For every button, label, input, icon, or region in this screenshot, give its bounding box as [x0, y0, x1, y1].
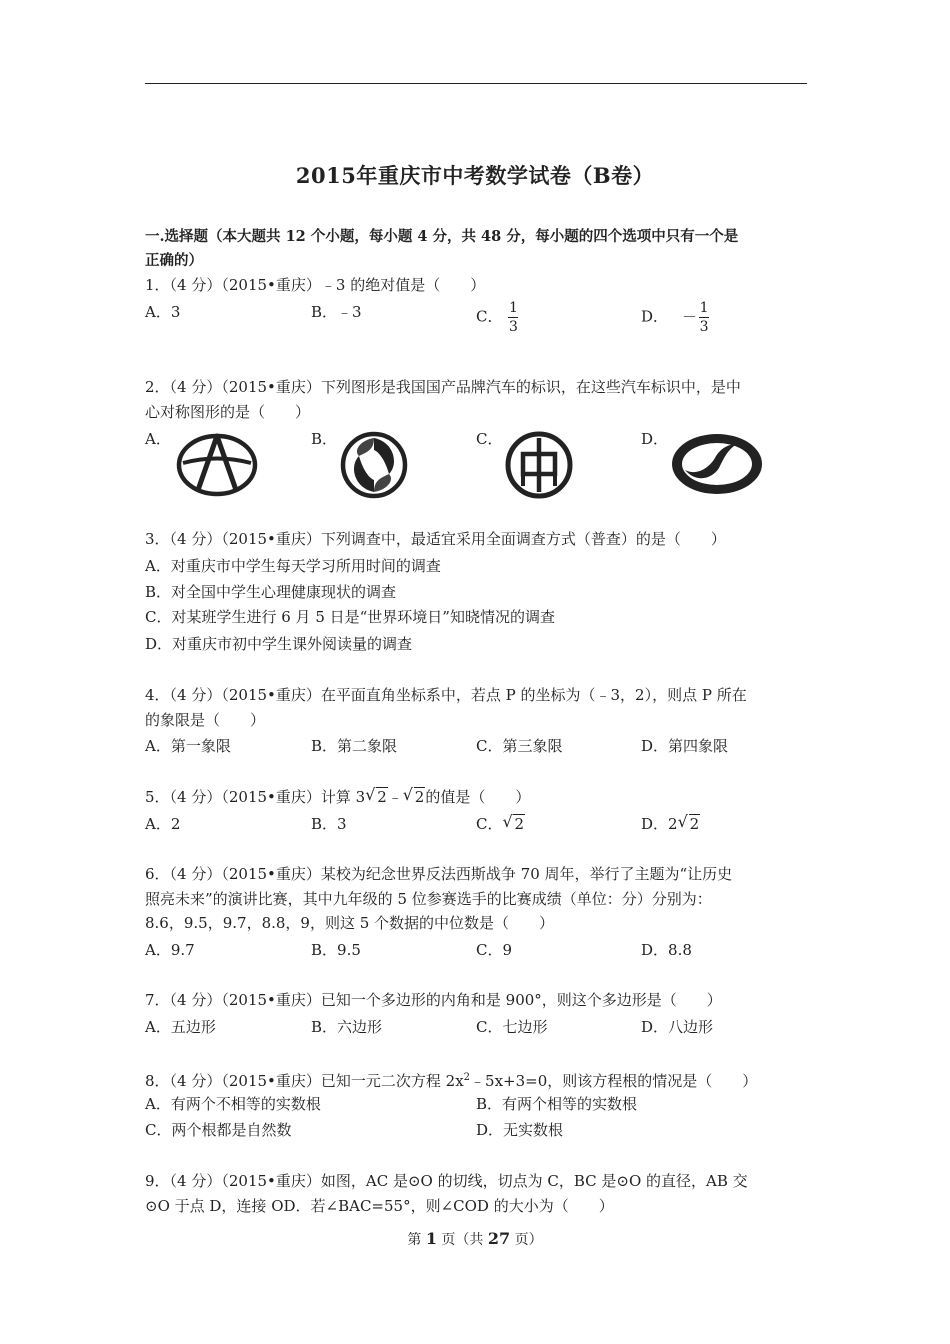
q2-option-c: C． — [476, 430, 503, 448]
q5-option-d-label: D．2 — [641, 815, 678, 833]
q4-option-a: A．第一象限 — [145, 737, 231, 755]
q8-stem-prefix: 8．（4 分）（2015•重庆）已知一元二次方程 2x — [145, 1072, 464, 1090]
q4-option-c: C．第三象限 — [476, 737, 563, 755]
footer-suffix: 页） — [510, 1232, 543, 1248]
page-title: 2015年重庆市中考数学试卷（B卷） — [295, 163, 655, 188]
q1-option-d-label: D． — [641, 307, 669, 326]
car-logo-c-icon — [503, 430, 575, 500]
q9-stem-line2: ⊙O 于点 D，连接 OD．若∠BAC=55°，则∠COD 的大小为（ ） — [145, 1197, 614, 1215]
q5-minus: ﹣ — [387, 788, 403, 806]
q1-stem: 1．（4 分）（2015•重庆）﹣3 的绝对值是（ ） — [145, 276, 486, 294]
q8-stem — [145, 1066, 810, 1093]
q3-option-c: C．对某班学生进行 6 月 5 日是“世界环境日”知晓情况的调查 — [145, 608, 555, 626]
q4-option-d: D．第四象限 — [641, 737, 729, 755]
q7-option-a: A．五边形 — [145, 1018, 216, 1036]
q5-option-c — [476, 812, 525, 836]
q3-stem: 3．（4 分）（2015•重庆）下列调查中，最适宜采用全面调查方式（普查）的是（ ） — [145, 530, 726, 548]
q5-stem-suffix: 的值是（ ） — [425, 788, 531, 806]
footer-page-number: 1 — [425, 1229, 437, 1248]
q7-stem: 7．（4 分）（2015•重庆）已知一个多边形的内角和是 900°，则这个多边形是（ ） — [145, 991, 722, 1009]
q1-d-numerator: 1 — [699, 300, 709, 316]
q8-exponent: 2 — [463, 1072, 471, 1083]
q7-option-c: C．七边形 — [476, 1018, 548, 1036]
page-footer — [0, 1229, 950, 1249]
q8-option-c: C．两个根都是自然数 — [145, 1121, 292, 1139]
footer-prefix: 第 — [407, 1232, 426, 1248]
q4-option-b: B．第二象限 — [311, 737, 398, 755]
q1-option-a: A．3 — [145, 303, 181, 321]
q2-option-d: D． — [641, 430, 669, 448]
q2-stem-line2: 心对称图形的是（ ） — [145, 403, 311, 421]
q2-option-b: B． — [311, 430, 338, 448]
q6-stem-line3: 8.6，9.5，9.7，8.8，9，则这 5 个数据的中位数是（ ） — [145, 914, 555, 932]
q1-c-numerator: 1 — [509, 300, 518, 316]
q8-option-a: A．有两个不相等的实数根 — [145, 1095, 321, 1113]
q6-stem-line1: 6．（4 分）（2015•重庆）某校为纪念世界反法西斯战争 70 周年，举行了主题为“让历史 — [145, 865, 733, 883]
q3-option-d: D．对重庆市初中学生课外阅读量的调查 — [145, 635, 413, 653]
car-logo-a-icon — [175, 430, 259, 498]
q6-stem-line2: 照亮未来”的演讲比赛，其中九年级的 5 位参赛选手的比赛成绩（单位：分）分别为： — [145, 890, 712, 908]
q4-stem-line1: 4．（4 分）（2015•重庆）在平面直角坐标系中，若点 P 的坐标为（﹣3，2），则点 P 所在 — [145, 686, 747, 704]
q1-option-c — [476, 300, 518, 335]
q9-stem-line1: 9．（4 分）（2015•重庆）如图，AC 是⊙O 的切线，切点为 C，BC 是⊙O 的直径，AB 交 — [145, 1172, 748, 1190]
q2-stem-line1: 2．（4 分）（2015•重庆）下列图形是我国国产品牌汽车的标识，在这些汽车标识中，是中 — [145, 378, 741, 396]
q1-option-b: B．﹣3 — [311, 303, 362, 321]
q2-option-a: A． — [145, 430, 171, 448]
q5-option-d — [641, 812, 700, 836]
q1-d-denominator: 3 — [699, 319, 709, 335]
q6-option-a: A．9.7 — [145, 941, 195, 959]
q1-option-c-label: C． — [476, 307, 503, 326]
q1-c-denominator: 3 — [509, 319, 518, 335]
q3-option-b: B．对全国中学生心理健康现状的调查 — [145, 583, 397, 601]
q5-option-c-sqrt: √ 2 — [502, 812, 525, 833]
q7-option-b: B．六边形 — [311, 1018, 383, 1036]
q5-option-d-sqrt: √ 2 — [677, 812, 700, 833]
q5-stem — [145, 785, 810, 809]
q8-stem-suffix: ﹣5x+3=0，则该方程根的情况是（ ） — [470, 1072, 758, 1090]
car-logo-b-icon — [339, 430, 409, 500]
q1-option-d-fraction — [699, 300, 709, 335]
q7-option-d: D．八边形 — [641, 1018, 714, 1036]
car-logo-d-icon — [667, 430, 767, 498]
q1-option-c-fraction — [508, 300, 518, 335]
q5-sqrt-2: √ 2 — [402, 785, 425, 806]
footer-total-pages: 27 — [487, 1229, 511, 1248]
q8-option-d: D．无实数根 — [476, 1121, 564, 1139]
q6-option-d: D．8.8 — [641, 941, 692, 959]
q1-option-d — [641, 300, 709, 335]
q4-stem-line2: 的象限是（ ） — [145, 711, 266, 729]
q5-sqrt-1: √ 2 — [365, 785, 387, 806]
header-rule — [145, 83, 807, 84]
q1-d-sign: － — [682, 307, 698, 326]
q5-stem-prefix: 5．（4 分）（2015•重庆）计算 3 — [145, 788, 366, 806]
q5-option-c-label: C． — [476, 815, 503, 833]
section-heading-line1: 一.选择题（本大题共 12 个小题，每小题 4 分，共 48 分，每小题的四个选项中只有一个是 — [145, 228, 739, 245]
section-heading-line2: 正确的） — [145, 252, 203, 269]
q8-option-b: B．有两个相等的实数根 — [476, 1095, 638, 1113]
q5-option-b: B．3 — [311, 815, 347, 833]
q6-option-c: C．9 — [476, 941, 513, 959]
footer-middle: 页（共 — [436, 1232, 488, 1248]
q6-option-b: B．9.5 — [311, 941, 361, 959]
q3-option-a: A．对重庆市中学生每天学习所用时间的调查 — [145, 557, 441, 575]
q5-option-a: A．2 — [145, 815, 181, 833]
